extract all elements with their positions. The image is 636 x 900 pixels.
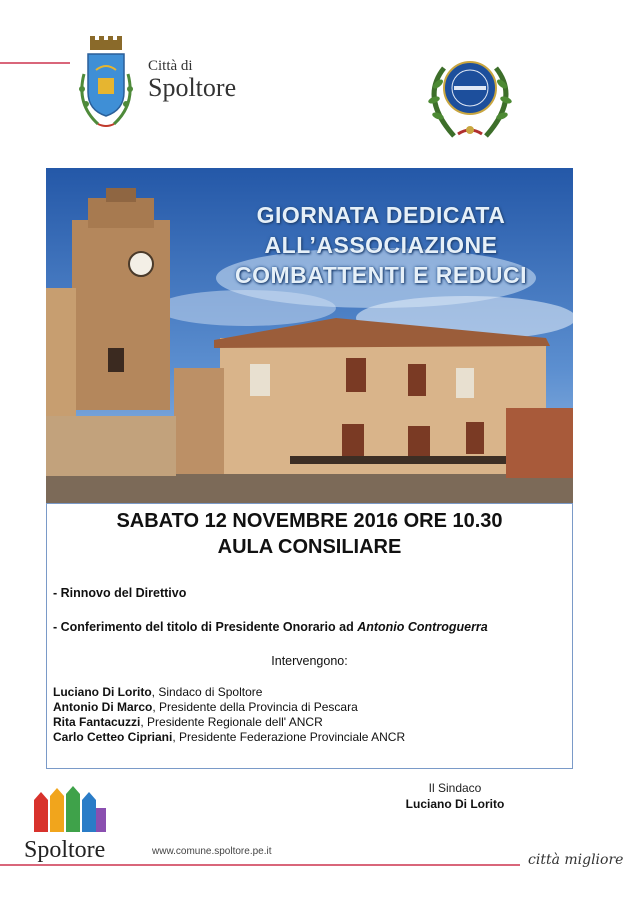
event-place: AULA CONSILIARE — [217, 536, 402, 558]
signature-name: Luciano Di Lorito — [405, 797, 505, 811]
hero-title-line-1: GIORNATA DEDICATA — [256, 202, 506, 228]
footer-slogan: città migliore — [528, 852, 624, 868]
event-date-time: SABATO 12 NOVEMBRE 2016 ORE 10.30 — [116, 510, 503, 532]
agenda-item-2 — [53, 620, 488, 634]
agenda-item-1: - Rinnovo del Direttivo — [53, 586, 187, 600]
event-info-box — [46, 503, 573, 769]
hero-title — [216, 200, 546, 290]
agenda-item-2-honoree: Antonio Controguerra — [357, 620, 488, 634]
agenda-item-2-text: - Conferimento del titolo di Presidente Onorario ad — [53, 620, 358, 634]
speaker-name: Carlo Cetteo Cipriani — [53, 730, 173, 744]
hero-title-line-2: ALL’ASSOCIAZIONE — [264, 232, 498, 258]
city-name: Spoltore — [148, 73, 237, 102]
speaker-name: Antonio Di Marco — [53, 700, 153, 714]
city-prefix: Città di — [148, 58, 193, 74]
speaker-row — [53, 730, 405, 745]
hero-photo — [46, 168, 573, 504]
speaker-row — [53, 700, 358, 715]
speaker-row — [53, 715, 323, 730]
speakers-heading: Intervengono: — [271, 654, 348, 668]
speaker-role: , Presidente della Provincia di Pescara — [152, 700, 358, 714]
city-name-header — [148, 58, 236, 101]
footer-website: www.comune.spoltore.pe.it — [152, 846, 272, 857]
speaker-role: , Presidente Federazione Provinciale ANCR — [172, 730, 406, 744]
speaker-role: , Presidente Regionale dell' ANCR — [140, 715, 323, 729]
speaker-row — [53, 685, 262, 700]
footer-brand: Spoltore — [24, 837, 106, 863]
hero-title-line-3: COMBATTENTI E REDUCI — [235, 262, 527, 288]
signature-role: Il Sindaco — [428, 781, 482, 795]
city-coat-of-arms-icon — [72, 34, 140, 132]
speaker-role: , Sindaco di Spoltore — [151, 685, 263, 699]
speaker-name: Luciano Di Lorito — [53, 685, 152, 699]
ancr-wreath-logo-icon — [414, 48, 526, 148]
spoltore-colored-houses-logo-icon — [30, 786, 110, 834]
speaker-name: Rita Fantacuzzi — [53, 715, 141, 729]
bottom-accent-rule — [0, 864, 520, 866]
signature-block — [390, 780, 520, 812]
top-accent-rule — [0, 62, 70, 64]
